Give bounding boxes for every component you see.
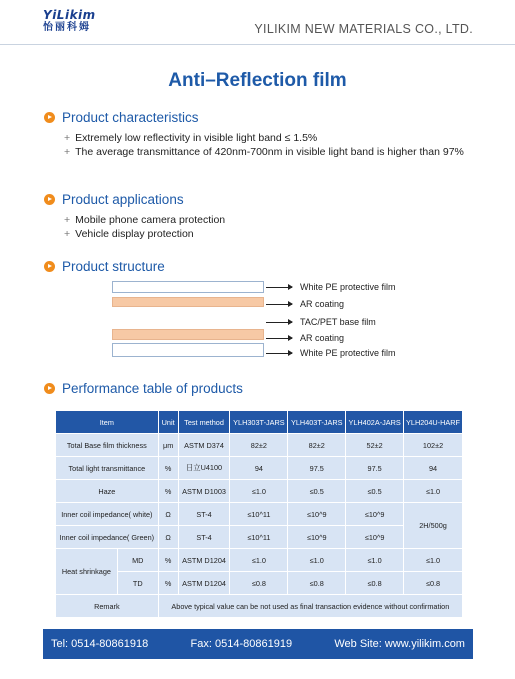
plus-icon: + [64, 146, 71, 158]
arrow-icon [266, 304, 292, 305]
plus-icon: + [64, 132, 71, 144]
layer-label: AR coating [266, 332, 344, 344]
table-row: Inner coil impedance( Green) Ω ST-4 ≤10^11 ≤10^9 ≤10^9 [56, 526, 463, 549]
layer-label: TAC/PET base film [266, 316, 376, 328]
table-row: Haze % ASTM D1003 ≤1.0 ≤0.5 ≤0.5 ≤1.0 [56, 480, 463, 503]
header-cell: YLH402A-JARS [346, 411, 404, 434]
page-title: Anti–Reflection film [168, 70, 347, 91]
merged-impedance-cell: 2H/500g [404, 503, 463, 549]
section-title: Performance table of products [62, 380, 243, 396]
arrow-icon [266, 287, 292, 288]
logo-text: YiLikim [43, 8, 96, 22]
footer-website: Web Site: www.yilikim.com [334, 638, 465, 650]
contact-footer [43, 629, 473, 659]
header-cell: YLH303T-JARS [230, 411, 288, 434]
layer-label: White PE protective film [266, 281, 396, 293]
header-cell: Item [56, 411, 159, 434]
section-applications [44, 190, 464, 241]
orange-bullet-icon [44, 194, 55, 205]
table-row: TD % ASTM D1204 ≤0.8 ≤0.8 ≤0.8 ≤0.8 [56, 572, 463, 595]
footer-tel: Tel: 0514-80861918 [51, 638, 149, 650]
section-performance [44, 379, 243, 397]
table-row [56, 595, 463, 618]
table-row: Inner coil impedance( white) Ω ST-4 ≤10^11 ≤10^9 ≤10^9 2H/500g [56, 503, 463, 526]
list-item: + The average transmittance of 420nm-700nm in visible light band is higher than 97% [64, 146, 464, 158]
arrow-icon [266, 353, 292, 354]
layer-white-pe-top [112, 281, 264, 293]
arrow-icon [266, 338, 292, 339]
list-item: + Extremely low reflectivity in visible light band ≤ 1.5% [64, 132, 318, 144]
layer-ar-coating-bottom [112, 329, 264, 340]
footer-fax: Fax: 0514-80861919 [190, 638, 293, 650]
arrow-icon [266, 322, 292, 323]
orange-bullet-icon [44, 112, 55, 123]
orange-bullet-icon [44, 383, 55, 394]
table-row: Heat shrinkage MD % ASTM D1204 ≤1.0 ≤1.0 ≤1.0 ≤1.0 [56, 549, 463, 572]
orange-bullet-icon [44, 261, 55, 272]
remark-text: Above typical value can be not used as final transaction evidence without confirmation [158, 595, 462, 618]
remark-label: Remark [56, 595, 159, 618]
header-cell: Test method [178, 411, 230, 434]
plus-icon: + [64, 214, 71, 226]
header-cell: Unit [158, 411, 178, 434]
logo-chinese-text: 怡丽科姆 [43, 22, 91, 33]
table-row: Total light transmittance % 日立U4100 94 97.5 97.5 94 [56, 457, 463, 480]
company-name: YILIKIM NEW MATERIALS CO., LTD. [254, 22, 473, 36]
section-title: Product applications [62, 191, 184, 207]
table-header-row [56, 411, 463, 434]
table-row: Total Base film thickness μm ASTM D374 82±2 82±2 52±2 102±2 [56, 434, 463, 457]
layer-ar-coating-top [112, 297, 264, 307]
section-characteristics [44, 108, 464, 159]
performance-table [55, 410, 463, 618]
section-title: Product structure [62, 258, 165, 274]
section-structure [44, 257, 165, 275]
list-item: + Vehicle display protection [64, 228, 194, 240]
layer-white-pe-bottom [112, 343, 264, 357]
company-logo [43, 9, 101, 34]
layer-label: White PE protective film [266, 347, 396, 359]
section-title: Product characteristics [62, 109, 199, 125]
heat-shrinkage-cell: Heat shrinkage [56, 549, 118, 595]
header-divider [0, 44, 515, 45]
list-item: + Mobile phone camera protection [64, 214, 226, 226]
header-cell: YLH204U-HARF [404, 411, 463, 434]
layer-base-film [112, 310, 264, 329]
layer-label: AR coating [266, 298, 344, 310]
header-cell: YLH403T-JARS [288, 411, 346, 434]
plus-icon: + [64, 228, 71, 240]
